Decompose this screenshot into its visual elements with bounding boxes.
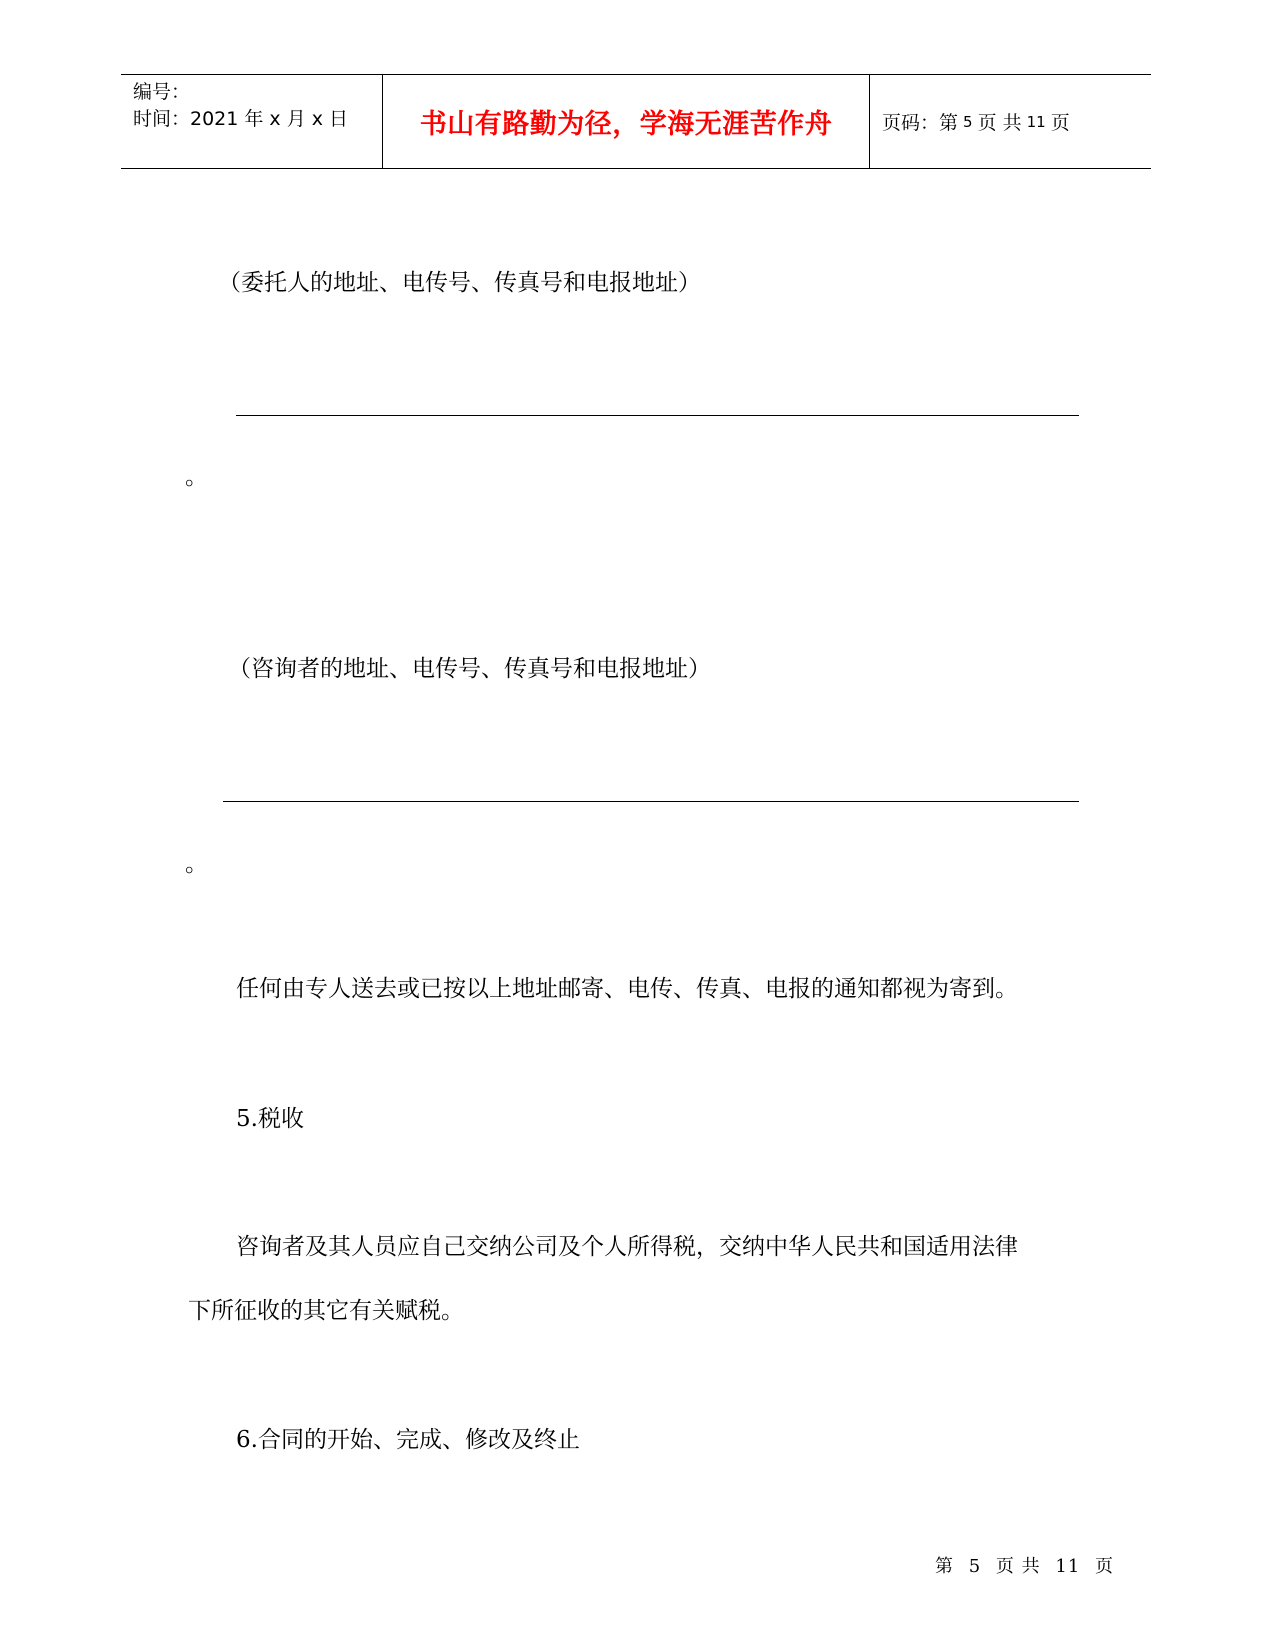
header-page-suffix: 页 xyxy=(1050,112,1070,134)
tax-paragraph-line-2: 下所征收的其它有关赋税。 xyxy=(188,1298,464,1324)
consultant-address-label: （咨询者的地址、电传号、传真号和电报地址） xyxy=(228,656,711,682)
end-mark-2: 。 xyxy=(185,851,208,877)
header-meta xyxy=(121,75,383,168)
footer-suffix: 页 xyxy=(1095,1556,1115,1577)
footer-current-page: 5 xyxy=(968,1556,982,1577)
footer-total-pages: 11 xyxy=(1055,1556,1081,1577)
header-page-mid: 页 共 xyxy=(977,112,1022,134)
header-motto: 书山有路勤为径，学海无涯苦作舟 xyxy=(383,75,870,168)
footer-mid: 页 共 xyxy=(995,1556,1041,1577)
serial-number-label: 编号： xyxy=(133,81,191,103)
client-address-line xyxy=(236,415,1079,416)
end-mark-1: 。 xyxy=(185,464,208,490)
header-page-current: 5 xyxy=(963,112,973,131)
date-label: 时间：2021 年 x 月 x 日 xyxy=(133,108,349,130)
section-6-title: 6.合同的开始、完成、修改及终止 xyxy=(236,1427,580,1453)
header-page-prefix: 页码：第 xyxy=(882,112,959,134)
section-5-title: 5.税收 xyxy=(236,1106,304,1132)
consultant-address-line xyxy=(223,801,1079,802)
footer-prefix: 第 xyxy=(935,1556,954,1577)
page-footer xyxy=(935,1552,1114,1578)
client-address-label: （委托人的地址、电传号、传真号和电报地址） xyxy=(218,270,701,296)
header-page-total: 11 xyxy=(1026,112,1046,131)
tax-paragraph-line-1: 咨询者及其人员应自己交纳公司及个人所得税，交纳中华人民共和国适用法律 xyxy=(236,1234,1018,1260)
notice-clause: 任何由专人送去或已按以上地址邮寄、电传、传真、电报的通知都视为寄到。 xyxy=(236,976,1018,1002)
header-page-number xyxy=(870,75,1151,168)
page-header xyxy=(121,74,1151,169)
